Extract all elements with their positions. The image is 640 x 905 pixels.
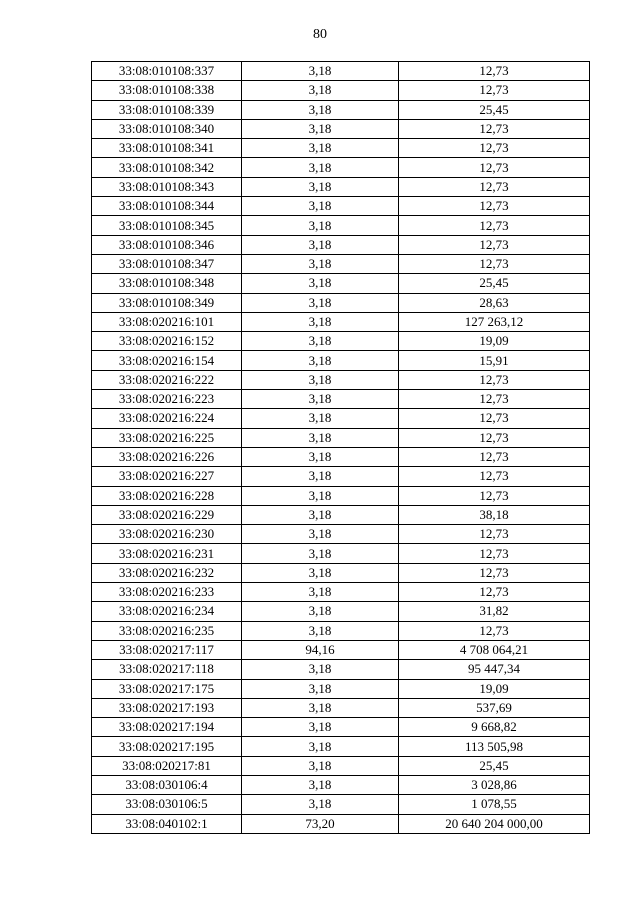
- value-cell: 95 447,34: [399, 660, 590, 679]
- table-row: [92, 235, 590, 254]
- value-cell: 9 668,82: [399, 718, 590, 737]
- rate-cell: 73,20: [242, 814, 399, 833]
- table-row: [92, 139, 590, 158]
- cadastral-number-cell: 33:08:020217:193: [92, 698, 242, 717]
- rate-cell: 3,18: [242, 312, 399, 331]
- cadastral-number-cell: 33:08:010108:338: [92, 81, 242, 100]
- cadastral-number-cell: 33:08:020216:231: [92, 544, 242, 563]
- table-row: [92, 158, 590, 177]
- table-row: [92, 583, 590, 602]
- cadastral-number-cell: 33:08:020216:230: [92, 525, 242, 544]
- rate-cell: 3,18: [242, 100, 399, 119]
- value-cell: 12,73: [399, 390, 590, 409]
- table-row: [92, 505, 590, 524]
- cadastral-number-cell: 33:08:010108:345: [92, 216, 242, 235]
- rate-cell: 3,18: [242, 563, 399, 582]
- cadastral-number-cell: 33:08:020216:234: [92, 602, 242, 621]
- cadastral-number-cell: 33:08:020216:224: [92, 409, 242, 428]
- table-row: [92, 486, 590, 505]
- value-cell: 12,73: [399, 177, 590, 196]
- table-row: [92, 351, 590, 370]
- value-cell: 12,73: [399, 467, 590, 486]
- table-row: [92, 737, 590, 756]
- rate-cell: 3,18: [242, 235, 399, 254]
- table-row: [92, 795, 590, 814]
- rate-cell: 3,18: [242, 544, 399, 563]
- rate-cell: 3,18: [242, 370, 399, 389]
- table-row: [92, 62, 590, 81]
- table-row: [92, 370, 590, 389]
- value-cell: 12,73: [399, 563, 590, 582]
- table-row: [92, 254, 590, 273]
- rate-cell: 3,18: [242, 409, 399, 428]
- cadastral-number-cell: 33:08:010108:342: [92, 158, 242, 177]
- table-row: [92, 602, 590, 621]
- rate-cell: 3,18: [242, 505, 399, 524]
- table-row: [92, 679, 590, 698]
- cadastral-number-cell: 33:08:020216:233: [92, 583, 242, 602]
- cadastral-number-cell: 33:08:010108:347: [92, 254, 242, 273]
- rate-cell: 3,18: [242, 158, 399, 177]
- rate-cell: 3,18: [242, 679, 399, 698]
- table-row: [92, 100, 590, 119]
- value-cell: 12,73: [399, 447, 590, 466]
- cadastral-number-cell: 33:08:010108:349: [92, 293, 242, 312]
- table-row: [92, 467, 590, 486]
- value-cell: 113 505,98: [399, 737, 590, 756]
- cadastral-number-cell: 33:08:010108:343: [92, 177, 242, 196]
- rate-cell: 3,18: [242, 332, 399, 351]
- rate-cell: 3,18: [242, 177, 399, 196]
- table-row: [92, 698, 590, 717]
- table-row: [92, 621, 590, 640]
- rate-cell: 3,18: [242, 621, 399, 640]
- value-cell: 38,18: [399, 505, 590, 524]
- rate-cell: 94,16: [242, 640, 399, 659]
- rate-cell: 3,18: [242, 756, 399, 775]
- value-cell: 19,09: [399, 679, 590, 698]
- value-cell: 12,73: [399, 139, 590, 158]
- value-cell: 12,73: [399, 197, 590, 216]
- value-cell: 25,45: [399, 274, 590, 293]
- cadastral-number-cell: 33:08:020217:194: [92, 718, 242, 737]
- rate-cell: 3,18: [242, 351, 399, 370]
- cadastral-number-cell: 33:08:020216:101: [92, 312, 242, 331]
- table-row: [92, 718, 590, 737]
- table-row: [92, 197, 590, 216]
- value-cell: 12,73: [399, 544, 590, 563]
- cadastral-number-cell: 33:08:020217:175: [92, 679, 242, 698]
- table-row: [92, 293, 590, 312]
- table-row: [92, 119, 590, 138]
- value-cell: 12,73: [399, 62, 590, 81]
- value-cell: 3 028,86: [399, 775, 590, 794]
- cadastral-number-cell: 33:08:010108:339: [92, 100, 242, 119]
- rate-cell: 3,18: [242, 119, 399, 138]
- cadastral-number-cell: 33:08:020216:226: [92, 447, 242, 466]
- cadastral-number-cell: 33:08:020216:232: [92, 563, 242, 582]
- cadastral-number-cell: 33:08:010108:337: [92, 62, 242, 81]
- cadastral-number-cell: 33:08:020216:228: [92, 486, 242, 505]
- table-row: [92, 312, 590, 331]
- cadastral-number-cell: 33:08:020217:195: [92, 737, 242, 756]
- cadastral-number-cell: 33:08:020216:229: [92, 505, 242, 524]
- rate-cell: 3,18: [242, 139, 399, 158]
- value-cell: 15,91: [399, 351, 590, 370]
- table-row: [92, 563, 590, 582]
- table-row: [92, 81, 590, 100]
- cadastral-number-cell: 33:08:010108:346: [92, 235, 242, 254]
- cadastral-number-cell: 33:08:020216:227: [92, 467, 242, 486]
- cadastral-number-cell: 33:08:020216:223: [92, 390, 242, 409]
- rate-cell: 3,18: [242, 467, 399, 486]
- cadastral-number-cell: 33:08:010108:341: [92, 139, 242, 158]
- cadastral-value-table: [91, 61, 590, 834]
- cadastral-number-cell: 33:08:040102:1: [92, 814, 242, 833]
- cadastral-number-cell: 33:08:020217:81: [92, 756, 242, 775]
- cadastral-number-cell: 33:08:020216:225: [92, 428, 242, 447]
- value-cell: 12,73: [399, 81, 590, 100]
- cadastral-number-cell: 33:08:030106:5: [92, 795, 242, 814]
- table-row: [92, 177, 590, 196]
- cadastral-number-cell: 33:08:020217:117: [92, 640, 242, 659]
- rate-cell: 3,18: [242, 698, 399, 717]
- value-cell: 12,73: [399, 621, 590, 640]
- table-body: [92, 62, 590, 834]
- value-cell: 25,45: [399, 756, 590, 775]
- rate-cell: 3,18: [242, 525, 399, 544]
- table-row: [92, 660, 590, 679]
- rate-cell: 3,18: [242, 775, 399, 794]
- value-cell: 12,73: [399, 428, 590, 447]
- cadastral-number-cell: 33:08:020216:154: [92, 351, 242, 370]
- rate-cell: 3,18: [242, 254, 399, 273]
- cadastral-number-cell: 33:08:020216:235: [92, 621, 242, 640]
- value-cell: 127 263,12: [399, 312, 590, 331]
- table-row: [92, 640, 590, 659]
- cadastral-number-cell: 33:08:020216:222: [92, 370, 242, 389]
- table-row: [92, 544, 590, 563]
- rate-cell: 3,18: [242, 447, 399, 466]
- table-row: [92, 390, 590, 409]
- value-cell: 537,69: [399, 698, 590, 717]
- cadastral-number-cell: 33:08:020217:118: [92, 660, 242, 679]
- rate-cell: 3,18: [242, 486, 399, 505]
- table-row: [92, 814, 590, 833]
- value-cell: 4 708 064,21: [399, 640, 590, 659]
- table-row: [92, 216, 590, 235]
- rate-cell: 3,18: [242, 274, 399, 293]
- rate-cell: 3,18: [242, 293, 399, 312]
- rate-cell: 3,18: [242, 197, 399, 216]
- value-cell: 12,73: [399, 235, 590, 254]
- page-number: 80: [313, 27, 327, 42]
- cadastral-number-cell: 33:08:020216:152: [92, 332, 242, 351]
- rate-cell: 3,18: [242, 390, 399, 409]
- rate-cell: 3,18: [242, 81, 399, 100]
- cadastral-number-cell: 33:08:030106:4: [92, 775, 242, 794]
- value-cell: 12,73: [399, 583, 590, 602]
- rate-cell: 3,18: [242, 718, 399, 737]
- rate-cell: 3,18: [242, 62, 399, 81]
- cadastral-number-cell: 33:08:010108:344: [92, 197, 242, 216]
- value-cell: 12,73: [399, 254, 590, 273]
- value-cell: 12,73: [399, 409, 590, 428]
- table-row: [92, 428, 590, 447]
- value-cell: 1 078,55: [399, 795, 590, 814]
- cadastral-number-cell: 33:08:010108:348: [92, 274, 242, 293]
- value-cell: 12,73: [399, 158, 590, 177]
- value-cell: 12,73: [399, 486, 590, 505]
- value-cell: 20 640 204 000,00: [399, 814, 590, 833]
- value-cell: 12,73: [399, 216, 590, 235]
- rate-cell: 3,18: [242, 737, 399, 756]
- table-row: [92, 409, 590, 428]
- value-cell: 25,45: [399, 100, 590, 119]
- table-row: [92, 274, 590, 293]
- rate-cell: 3,18: [242, 660, 399, 679]
- value-cell: 12,73: [399, 119, 590, 138]
- table-row: [92, 775, 590, 794]
- value-cell: 31,82: [399, 602, 590, 621]
- rate-cell: 3,18: [242, 602, 399, 621]
- rate-cell: 3,18: [242, 583, 399, 602]
- table-row: [92, 756, 590, 775]
- value-cell: 28,63: [399, 293, 590, 312]
- value-cell: 12,73: [399, 525, 590, 544]
- rate-cell: 3,18: [242, 216, 399, 235]
- cadastral-number-cell: 33:08:010108:340: [92, 119, 242, 138]
- table-row: [92, 525, 590, 544]
- value-cell: 12,73: [399, 370, 590, 389]
- value-cell: 19,09: [399, 332, 590, 351]
- table-row: [92, 447, 590, 466]
- table-row: [92, 332, 590, 351]
- rate-cell: 3,18: [242, 795, 399, 814]
- rate-cell: 3,18: [242, 428, 399, 447]
